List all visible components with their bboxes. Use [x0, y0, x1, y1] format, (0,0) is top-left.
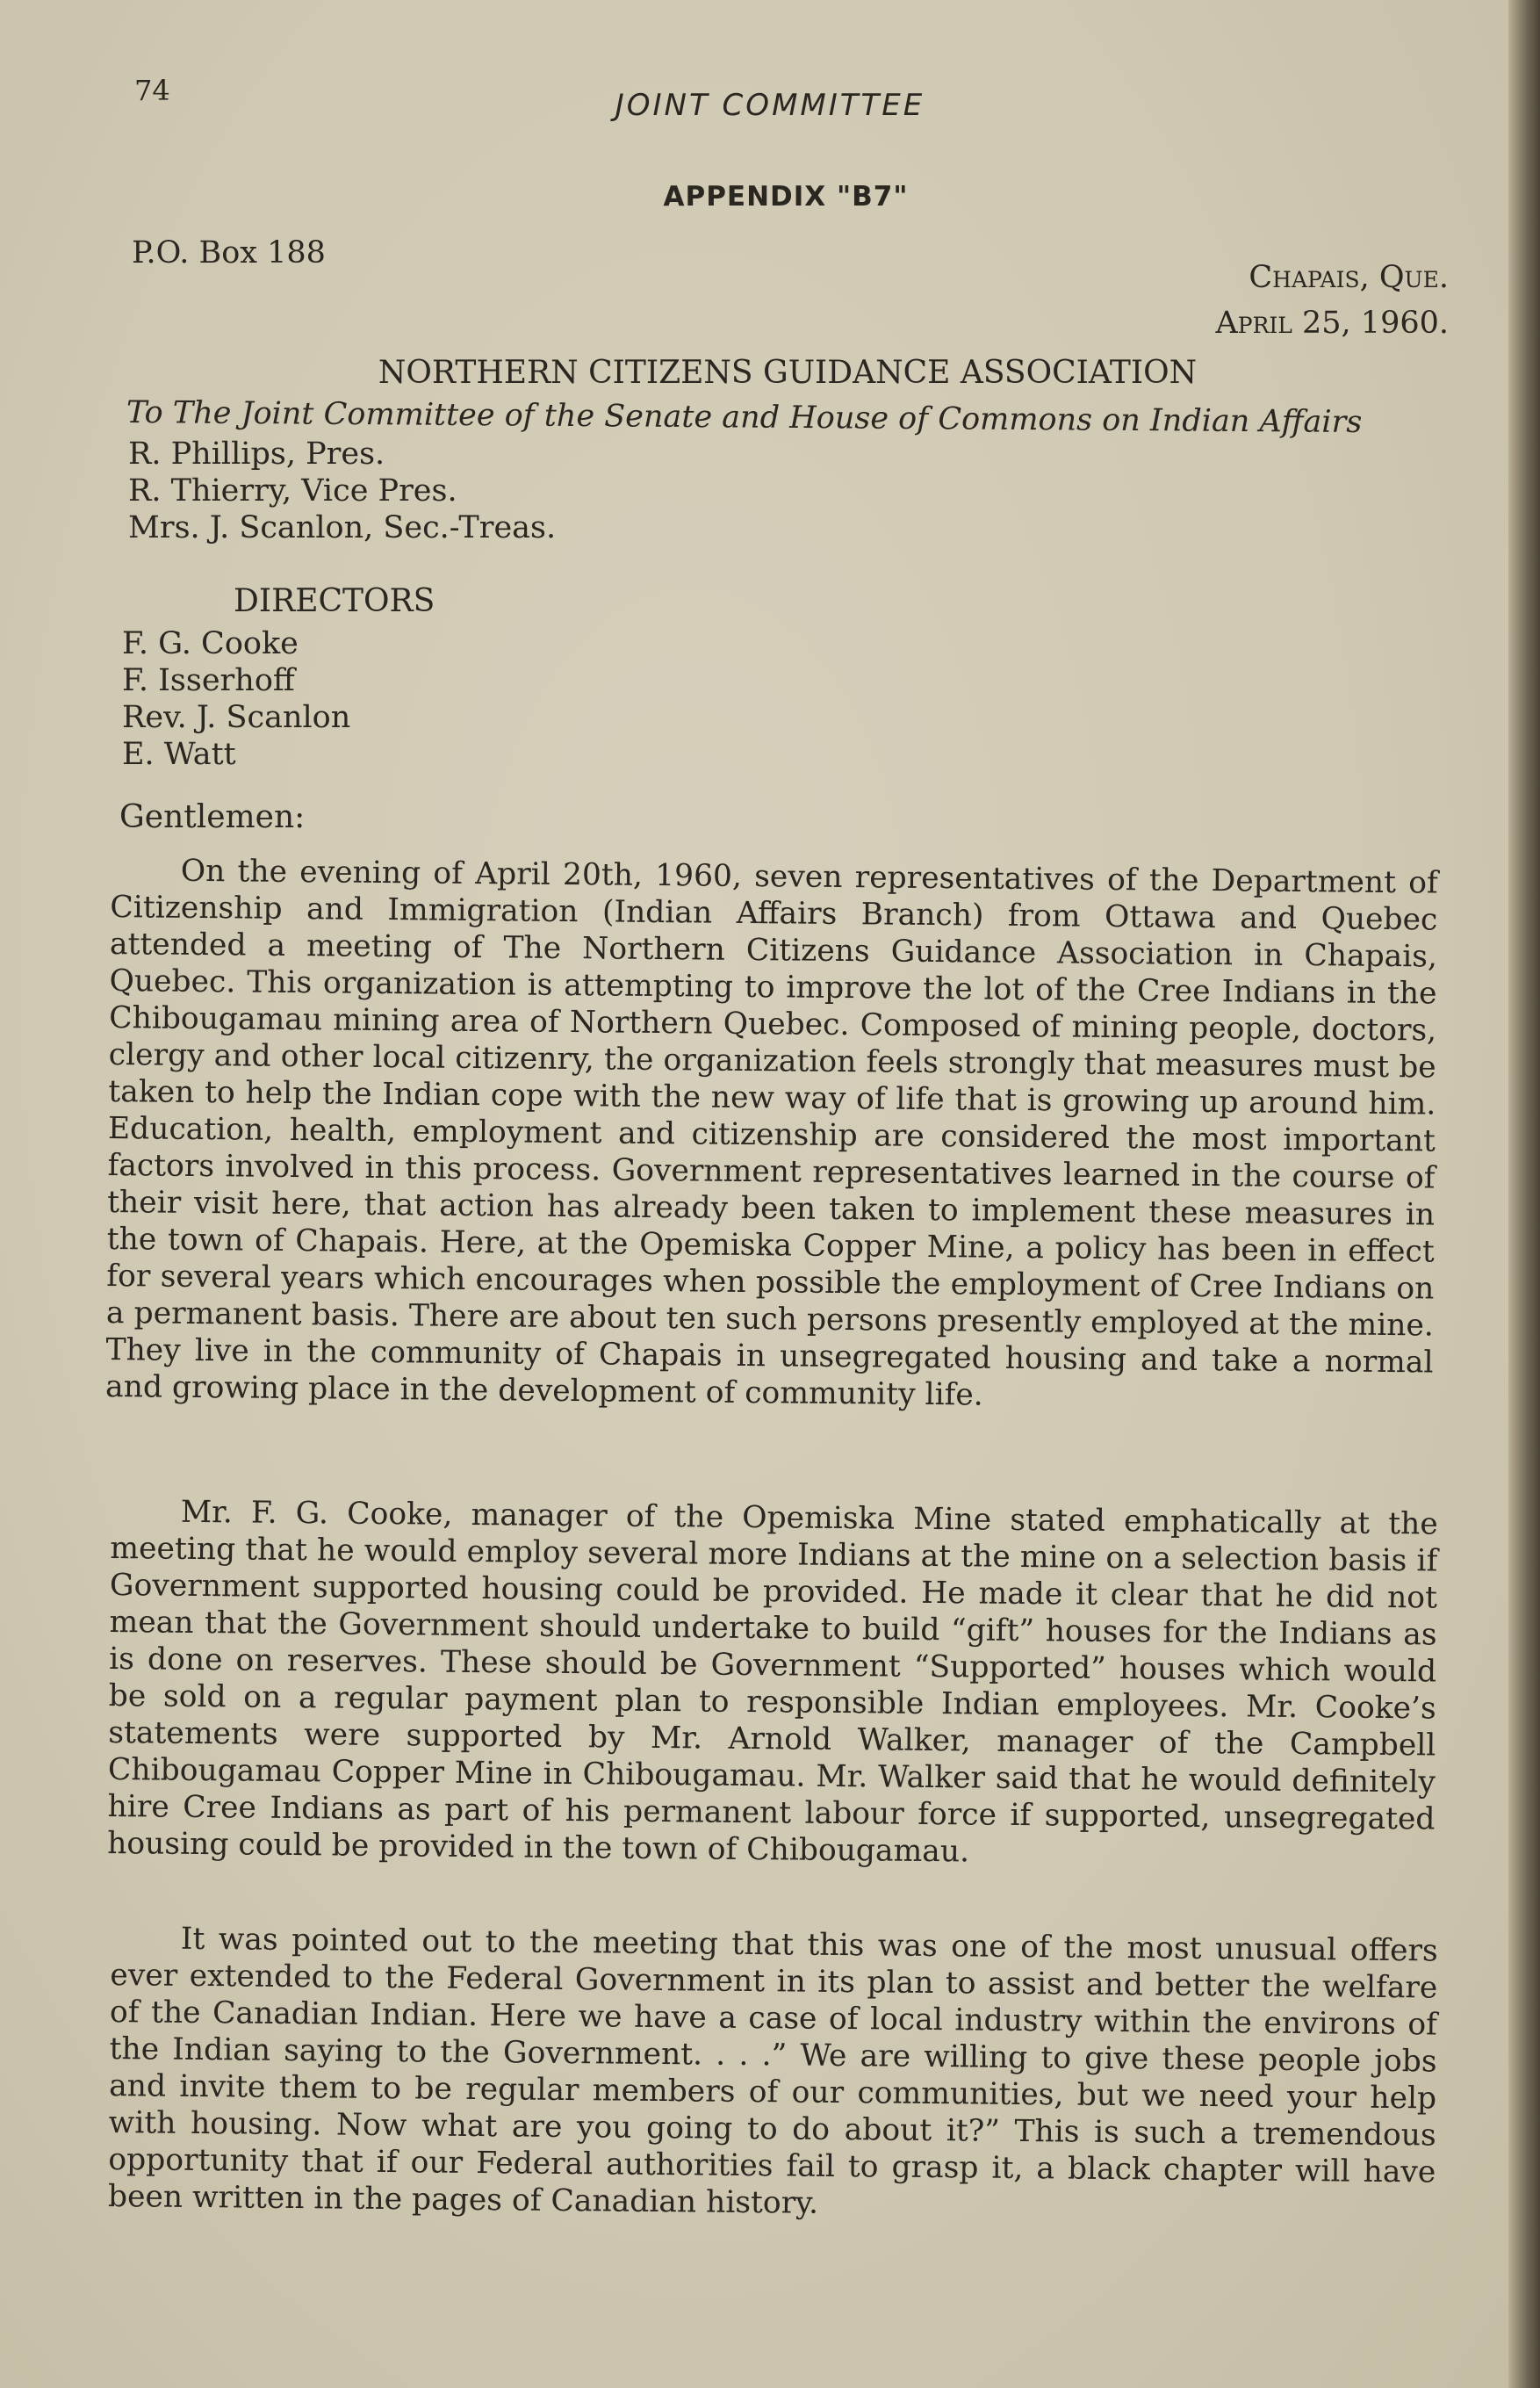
place: Chapais, Que.: [1249, 260, 1449, 295]
paragraph-text: It was pointed out to the meeting that this was one of the most unusual offers ever extended to the Federal Government in its plan to assist and better the welfare of the Canadian Indian. Here we have a case of local industry within the environs of the Indian saying to the Government. . . .” We are willing to give these people jobs and invite them to be regular members of our communities, but we need your help with housing. Now what are you going to do about it?” This is such a tremendous opportunity that if our Federal authorities fail to grasp it, a black chapter will have been written in the pages of Canadian history.: [107, 1921, 1438, 2221]
director-item: F. G. Cooke: [122, 626, 299, 661]
addressee: To The Joint Committee of the Senate and House of Commons on Indian Affairs: [126, 395, 1363, 441]
paragraph-text: On the evening of April 20th, 1960, seven representatives of the Department of Citizenship and Immigration (Indian Affairs Branch) from Ottawa and Quebec attended a meeting of The Northern Citizens Guidance Association in Chapais, Quebec. This organization is attempting to improve the lot of the Cree Indians in the Chibougamau mining area of Northern Quebec. Composed of mining people, doctors, clergy and other local citizenry, the organization feels strongly that measures must be taken to help the Indian cope with the new way of life that is growing up around him. Education, health, employment and citizenship are considered the most important factors involved in this process. Government representatives learned in the course of their visit here, that action has already been taken to implement these measures in the town of Chapais. Here, at the Opemiska Copper Mine, a policy has been in effect for several years which encourages when possible the employment of Cree Indians on a permanent basis. There are about ten such persons presently employed at the mine. They live in the community of Chapais in unsegregated housing and take a normal and growing place in the development of community life.: [104, 853, 1438, 1413]
director-item: E. Watt: [122, 737, 236, 772]
paragraph-1: [105, 852, 1438, 1418]
page-number: 74: [134, 74, 170, 107]
officer-secretary-treasurer: Mrs. J. Scanlon, Sec.-Treas.: [128, 510, 557, 545]
paragraph-3: [108, 1920, 1438, 2227]
running-head: JOINT COMMITTEE: [615, 88, 925, 123]
po-box: P.O. Box 188: [132, 235, 326, 271]
director-item: F. Isserhoff: [122, 663, 295, 698]
dateline: [878, 255, 1449, 346]
officer-president: R. Phillips, Pres.: [128, 436, 385, 472]
officers-list: [128, 436, 556, 546]
paragraph-2: [107, 1493, 1438, 1874]
officer-vice-president: R. Thierry, Vice Pres.: [128, 473, 457, 509]
appendix-title: APPENDIX "B7": [663, 181, 909, 213]
salutation: Gentlemen:: [119, 799, 306, 835]
date: April 25, 1960.: [1215, 306, 1449, 341]
association-name: NORTHERN CITIZENS GUIDANCE ASSOCIATION: [378, 355, 1198, 391]
paragraph-text: Mr. F. G. Cooke, manager of the Opemiska Mine stated emphatically at the meeting that he would employ several more Indians at the mine on a selection basis if Government supported housing could be provided. He made it clear that he did not mean that the Government should undertake to build “gift” houses for the Indians as is done on reserves. These should be Government “Supported” houses which would be sold on a regular payment plan to responsible Indian employees. Mr. Cooke’s statements were supported by Mr. Arnold Walker, manager of the Campbell Chibougamau Copper Mine in Chibougamau. Mr. Walker said that he would definitely hire Cree Indians as part of his permanent labour force if supported, unsegregated housing could be provided in the town of Chibougamau.: [106, 1494, 1438, 1870]
directors-list: [122, 625, 350, 773]
director-item: Rev. J. Scanlon: [122, 700, 351, 735]
directors-heading: DIRECTORS: [234, 583, 435, 619]
